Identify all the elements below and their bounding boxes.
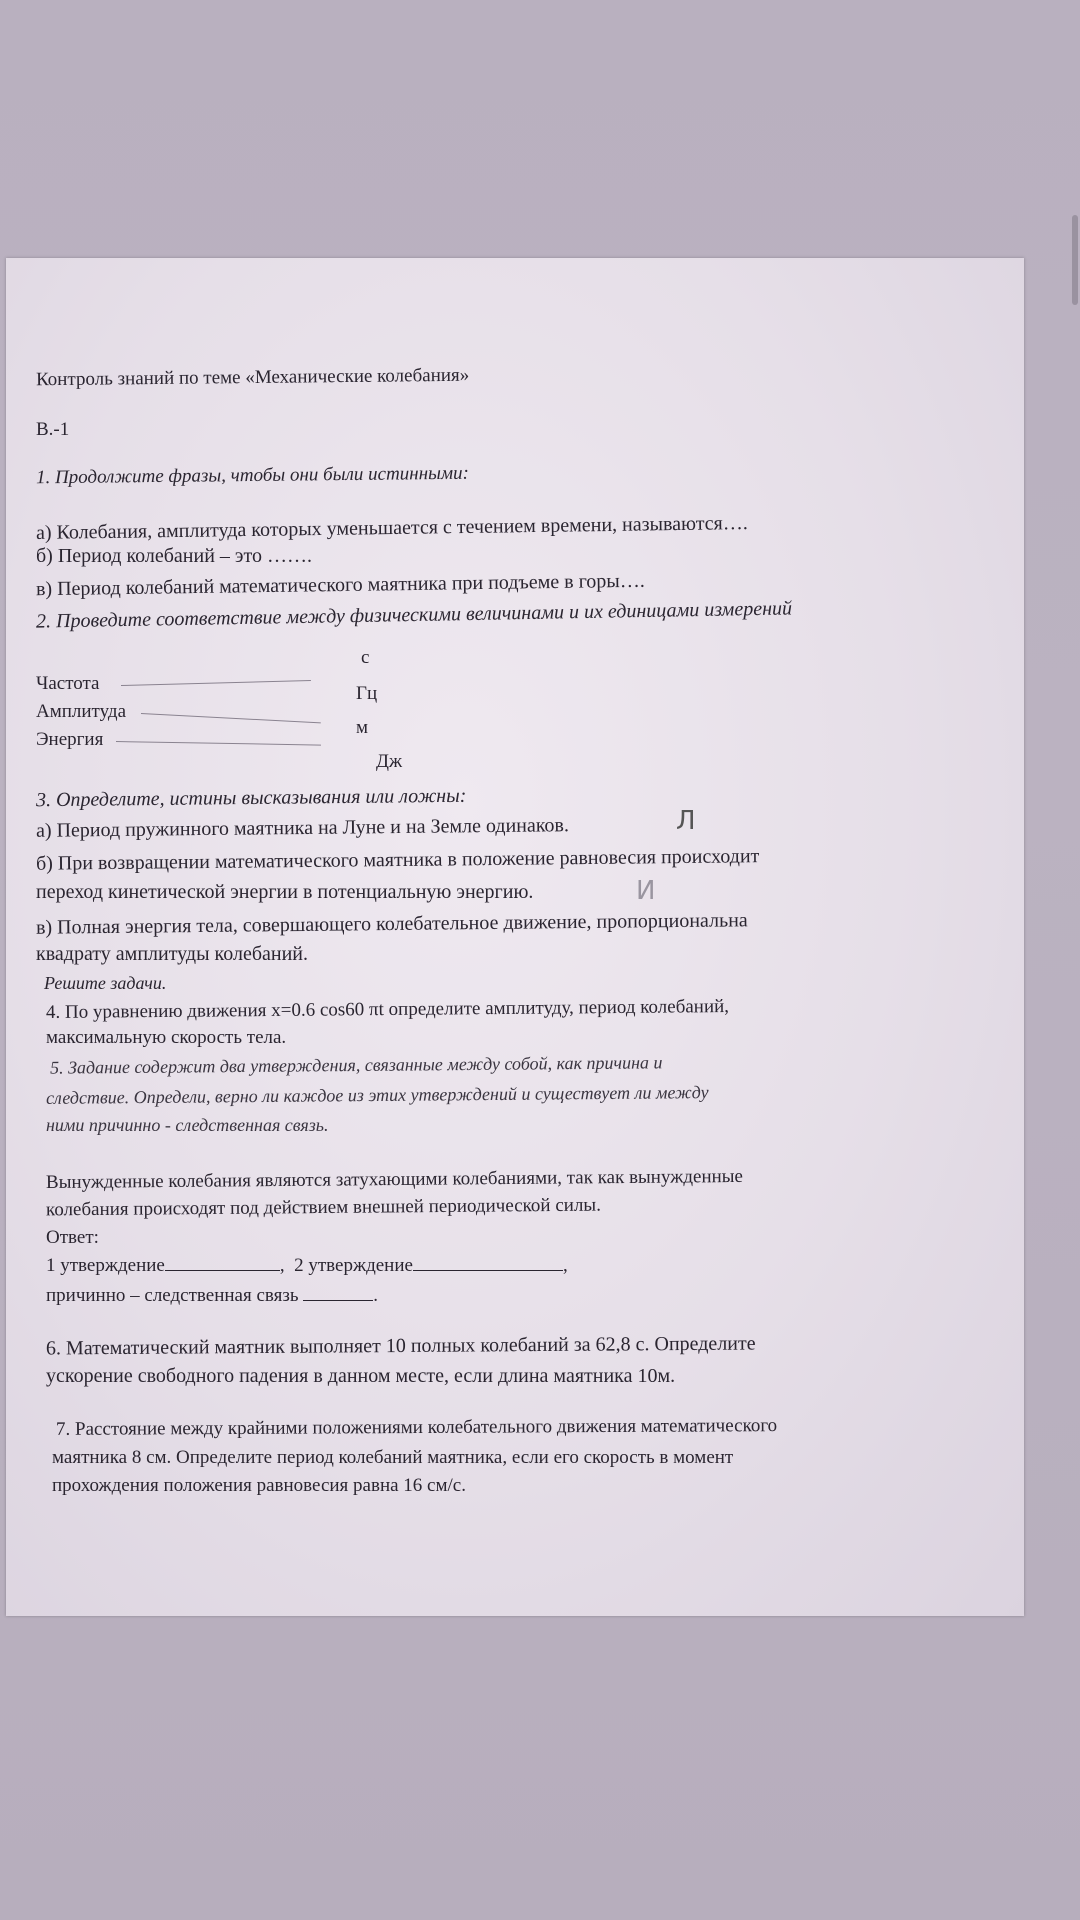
answer-2-blank[interactable]	[413, 1269, 563, 1271]
q2-unit-meter: м	[356, 717, 369, 738]
q4-line1: 4. По уравнению движения x=0.6 cos60 πt определите амплитуду, период колебаний,	[45, 996, 730, 1023]
q3-item-a: а) Период пружинного маятника на Луне и на Земле одинаков.	[35, 814, 570, 842]
q2-unit-second: с	[361, 647, 370, 668]
q2-quantity-frequency: Частота	[36, 673, 100, 694]
q5-line2: следствие. Определи, верно ли каждое из этих утверждений и существует ли между	[45, 1082, 709, 1108]
q1-item-b: б) Период колебаний – это …….	[36, 545, 312, 567]
q3-heading: 3. Определите, истины высказывания или ложны:	[35, 784, 467, 812]
answer-2-label: 2 утверждение	[294, 1255, 413, 1276]
q5-line3: ними причинно - следственная связь.	[46, 1115, 329, 1135]
answer-1-label: 1 утверждение	[46, 1255, 165, 1276]
answer-3-blank[interactable]	[303, 1299, 373, 1301]
q5-statement-line1: Вынужденные колебания являются затухающими колебаниями, так как вынужденные	[45, 1165, 744, 1194]
q3-item-c-line1: в) Полная энергия тела, совершающего колебательное движение, пропорциональна	[35, 909, 748, 939]
q2-unit-hertz: Гц	[356, 683, 378, 704]
q1-item-c: в) Период колебаний математического маятника при подъеме в горы….	[35, 569, 645, 601]
match-line	[116, 741, 321, 746]
q3-item-b-line2: переход кинетической энергии в потенциальную энергию.	[36, 881, 534, 903]
q6-line1: 6. Математический маятник выполняет 10 полных колебаний за 62,8 с. Определите	[45, 1332, 756, 1360]
tasks-heading: Решите задачи.	[44, 973, 167, 993]
scrollbar[interactable]	[1072, 215, 1078, 305]
q7-line1: 7. Расстояние между крайними положениями колебательного движения математического	[55, 1415, 778, 1440]
answer-3-label: причинно – следственная связь	[46, 1285, 299, 1306]
comma: ,	[279, 1255, 295, 1276]
comma: ,	[562, 1255, 568, 1276]
q2-heading: 2. Проведите соответствие между физическими величинами и их единицами измерений	[35, 597, 793, 633]
q3-item-c-line2: квадрату амплитуды колебаний.	[36, 943, 308, 965]
q2-unit-joule: Дж	[376, 751, 403, 772]
q1-item-a: а) Колебания, амплитуда которых уменьшается с течением времени, называются….	[35, 512, 748, 544]
q5-statement-line2: колебания происходят под действием внешней периодической силы.	[45, 1194, 601, 1221]
period: .	[373, 1285, 379, 1306]
handwritten-mark-false: Л	[676, 806, 696, 836]
q5-answer-label: Ответ:	[46, 1227, 99, 1248]
q6-line2: ускорение свободного падения в данном месте, если длина маятника 10м.	[46, 1365, 676, 1387]
q5-answer-row-1	[46, 1256, 568, 1275]
q7-line2: маятника 8 см. Определите период колебаний маятника, если его скорость в момент	[52, 1447, 734, 1468]
q3-item-b-line1: б) При возвращении математического маятника в положение равновесия происходит	[35, 845, 760, 875]
page-title: Контроль знаний по теме «Механические колебания»	[35, 364, 470, 391]
worksheet-page	[6, 258, 1024, 1616]
q2-quantity-energy: Энергия	[36, 729, 104, 750]
match-line	[121, 680, 311, 686]
match-line	[141, 713, 321, 723]
q5-line1: 5. Задание содержит два утверждения, связанные между собой, как причина и	[49, 1052, 663, 1078]
q4-line2: максимальную скорость тела.	[46, 1027, 287, 1048]
q7-line3: прохождения положения равновесия равна 16 см/с.	[52, 1475, 466, 1496]
handwritten-mark-true: И	[636, 876, 656, 906]
q5-answer-row-2	[46, 1286, 378, 1305]
q2-quantity-amplitude: Амплитуда	[36, 701, 127, 722]
variant-label: В.-1	[36, 419, 70, 440]
q1-heading: 1. Продолжите фразы, чтобы они были истинными:	[35, 462, 470, 489]
answer-1-blank[interactable]	[165, 1269, 280, 1271]
